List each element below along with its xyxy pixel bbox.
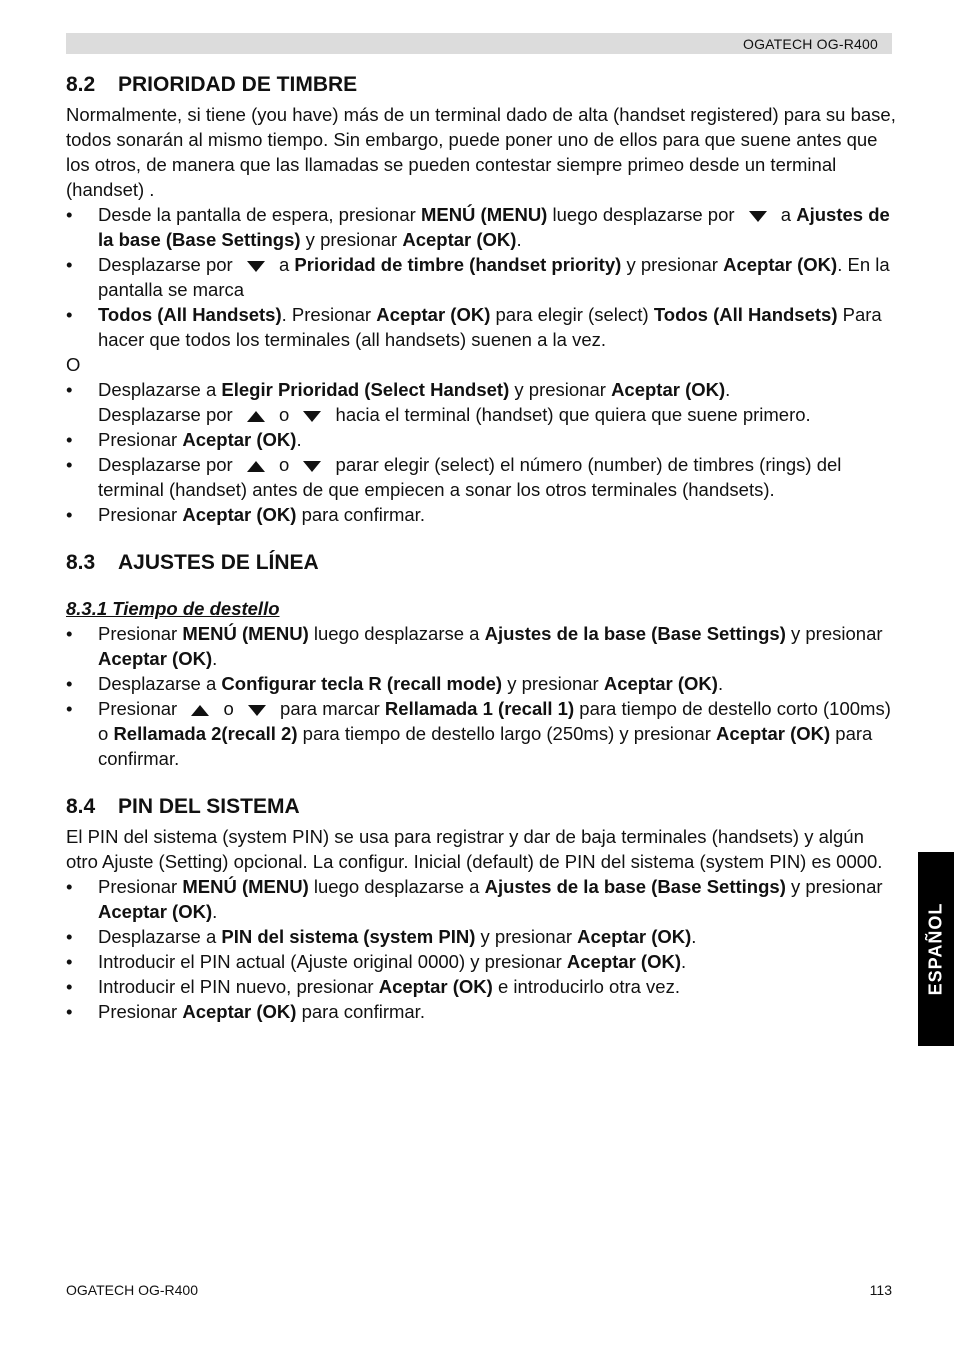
arrow-down-icon: [303, 461, 321, 472]
arrow-down-icon: [248, 705, 266, 716]
header-model: OGATECH OG-R400: [743, 36, 878, 52]
page-number: 113: [869, 1282, 892, 1298]
arrow-down-icon: [749, 211, 767, 222]
list-item: • Introducir el PIN actual (Ajuste original 0000) y presionar Aceptar (OK).: [66, 949, 896, 974]
list-item: • Presionar Aceptar (OK) para confirmar.: [66, 502, 896, 527]
list-item: • Desplazarse a PIN del sistema (system PIN) y presionar Aceptar (OK).: [66, 924, 896, 949]
list-item: • Desplazarse por o parar elegir (select) el número (number) de timbres (rings) del terminal (handset) antes de que empiecen a sonar los otros terminales (handsets).: [66, 452, 896, 502]
page-content: [66, 72, 896, 1024]
arrow-up-icon: [247, 411, 265, 422]
section-heading-8-2: 8.2 PRIORIDAD DE TIMBRE: [66, 73, 358, 96]
language-tab-label: ESPAÑOL: [925, 902, 946, 996]
list-item: • Desde la pantalla de espera, presionar MENÚ (MENU) luego desplazarse por a Ajustes de la base (Base Settings) y presionar Aceptar (OK).: [66, 202, 896, 252]
arrow-up-icon: [247, 461, 265, 472]
header-bar: [66, 33, 892, 54]
list-item: • Desplazarse por a Prioridad de timbre (handset priority) y presionar Aceptar (OK). En la pantalla se marca: [66, 252, 896, 302]
subsection-heading-8-3-1: 8.3.1 Tiempo de destello: [66, 598, 280, 619]
section-8-4-list: [66, 874, 896, 1024]
section-8-2-list: [66, 202, 896, 352]
footer-model: OGATECH OG-R400: [66, 1282, 198, 1298]
language-tab: [918, 852, 954, 1046]
list-item: • Presionar MENÚ (MENU) luego desplazarse a Ajustes de la base (Base Settings) y presionar Aceptar (OK).: [66, 874, 896, 924]
list-item: • Presionar MENÚ (MENU) luego desplazarse a Ajustes de la base (Base Settings) y presionar Aceptar (OK).: [66, 621, 896, 671]
section-8-2-intro: Normalmente, si tiene (you have) más de un terminal dado de alta (handset registered) para su base, todos sonarán al mismo tiempo. Sin embargo, puede poner uno de ellos para que suene antes que los otros, de manera que las llamadas se pueden contestar siempre primeo desde un terminal (handset) .: [66, 104, 896, 200]
list-item: • Presionar Aceptar (OK) para confirmar.: [66, 999, 896, 1024]
list-item: • Introducir el PIN nuevo, presionar Aceptar (OK) e introducirlo otra vez.: [66, 974, 896, 999]
list-item: • Desplazarse a Configurar tecla R (recall mode) y presionar Aceptar (OK).: [66, 671, 896, 696]
list-item: • Todos (All Handsets). Presionar Aceptar (OK) para elegir (select) Todos (All Handsets) Para hacer que todos los terminales (all handsets) suenen a la vez.: [66, 302, 896, 352]
or-separator: O: [66, 354, 81, 375]
arrow-down-icon: [247, 261, 265, 272]
arrow-up-icon: [191, 705, 209, 716]
section-heading-8-4: 8.4 PIN DEL SISTEMA: [66, 795, 300, 818]
list-item: • Presionar Aceptar (OK).: [66, 427, 896, 452]
arrow-down-icon: [303, 411, 321, 422]
section-heading-8-3: 8.3 AJUSTES DE LÍNEA: [66, 551, 319, 574]
section-8-3-list: [66, 621, 896, 771]
list-item: • Presionar o para marcar Rellamada 1 (recall 1) para tiempo de destello corto (100ms) o Rellamada 2(recall 2) para tiempo de destello largo (250ms) y presionar Aceptar (OK) para confirmar.: [66, 696, 896, 771]
list-item: • Desplazarse a Elegir Prioridad (Select Handset) y presionar Aceptar (OK). Desplazarse por o hacia el terminal (handset) que quiera que suene primero.: [66, 377, 896, 427]
section-8-2-list-b: [66, 377, 896, 527]
section-8-4-intro: El PIN del sistema (system PIN) se usa para registrar y dar de baja terminales (handsets) y algún otro Ajuste (Setting) opcional. La configur. Inicial (default) de PIN del sistema (system PIN) es 0000.: [66, 826, 883, 872]
